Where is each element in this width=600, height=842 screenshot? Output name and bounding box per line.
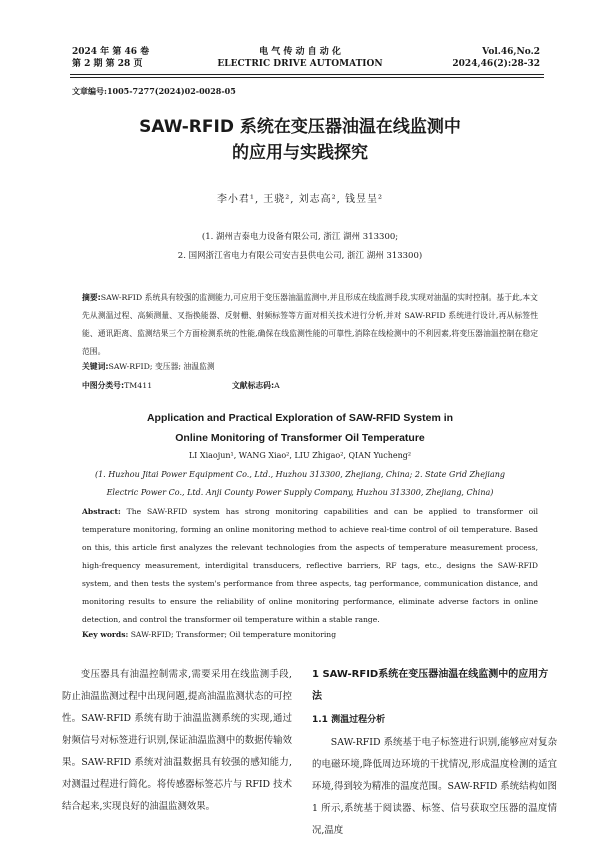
header-rule-thin	[70, 77, 544, 78]
document-code-value: A	[274, 381, 280, 390]
abstract-cn	[82, 289, 538, 361]
title-cn	[0, 114, 600, 166]
clc-label: 中图分类号:	[82, 381, 125, 390]
classification-row	[82, 380, 538, 391]
header-rule	[70, 74, 544, 75]
running-header-right	[452, 46, 540, 70]
journal-name-en: ELECTRIC DRIVE AUTOMATION	[217, 59, 383, 69]
citation-pages: 2024,46(2):28-32	[452, 59, 540, 69]
keywords-en-label: Key words:	[82, 630, 129, 639]
keywords-cn-label: 关键词:	[82, 362, 109, 371]
keywords-en-text: SAW-RFID; Transformer; Oil temperature monitoring	[130, 630, 337, 639]
title-cn-line2: 的应用与实践探究	[232, 143, 368, 163]
title-en-line2: Online Monitoring of Transformer Oil Temperature	[175, 432, 425, 444]
volume-info: 2024 年 第 46 卷	[72, 47, 150, 57]
authors-cn: 李小君¹, 王骁², 刘志高², 钱昱呈²	[216, 194, 384, 205]
keywords-en	[82, 630, 336, 639]
document-code-label: 文献标志码:	[232, 381, 275, 390]
affiliations-cn	[0, 228, 600, 266]
affiliation-cn-1: (1. 湖州吉泰电力设备有限公司, 浙江 湖州 313300;	[201, 232, 399, 242]
clc-number	[82, 381, 152, 390]
volume-number-en: Vol.46,No.2	[482, 47, 540, 57]
clc-value: TM411	[124, 381, 153, 390]
issue-info: 第 2 期 第 28 页	[72, 59, 143, 69]
article-number: 文章编号:1005-7277(2024)02-0028-05	[72, 86, 236, 96]
abstract-en	[82, 503, 538, 629]
journal-name-cn: 电 气 传 动 自 动 化	[259, 47, 341, 57]
affiliation-cn-2: 2. 国网浙江省电力有限公司安吉县供电公司, 浙江 湖州 313300)	[177, 251, 423, 261]
abstract-cn-text: SAW-RFID 系统具有较强的监测能力,可应用于变压器油温监测中,并且形成在线监测手段,实现对油温的实时控制。基于此,本文先从测温过程、高频测量、叉指换能器、反射栅、射频标签等方面对相关技术进行分析,并对 SAW-RFID 系统进行设计,再从标签性能、通讯距离、监测结果三个方面检测系统的性能,确保在线监测性能的可靠性,消除在线检测中的不利因素,将变压器油温控制在稳定范围。	[82, 293, 538, 356]
document-code	[232, 380, 280, 391]
abstract-en-text: The SAW-RFID system has strong monitoring capabilities and can be applied to transformer oil temperature monitoring, forming an online monitoring method to achieve real-time control of oil temperature. Based on this, this article first analyzes the relevant technologies from the aspects of temperature measurement process, high-frequency measurement, interdigital transducers, reflective barriers, RF tags, etc., designs the SAW-RFID system, and then tests the system's performance from three aspects, tag performance, communication distance, and monitoring results to ensure the reliability of online monitoring performance, eliminate adverse factors in online detection, and control the transformer oil temperature within a stable range.	[82, 507, 538, 624]
title-cn-line1: SAW-RFID 系统在变压器油温在线监测中	[139, 117, 461, 137]
section-heading: 1 SAW-RFID系统在变压器油温在线监测中的应用方法	[312, 669, 549, 702]
keywords-cn-text: SAW-RFID; 变压器; 油温监测	[108, 362, 215, 371]
affiliations-en: (1. Huzhou Jitai Power Equipment Co., Ltd., Huzhou 313300, Zhejiang, China; 2. State Grid Zhejiang Electric Power Co., Ltd. Anji County Power Supply Company, Huzhou 313300, Zhejiang, China)	[94, 470, 506, 497]
body-right-column: SAW-RFID 系统基于电子标签进行识别,能够应对复杂的电磁环境,降低周边环境的干扰情况,形成温度检测的适宜环境,得到较为精准的温度范围。SAW-RFID 系统结构如图 1 所示,系统基于阅读器、标签、信号获取空压器的温度情况,温度	[312, 737, 557, 836]
subsection-heading: 1.1 测温过程分析	[312, 715, 386, 725]
keywords-cn	[82, 361, 215, 372]
abstract-en-label: Abstract:	[82, 507, 121, 516]
title-en	[0, 408, 600, 448]
abstract-cn-label: 摘要:	[82, 293, 101, 302]
title-en-line1: Application and Practical Exploration of SAW-RFID System in	[146, 412, 454, 424]
authors-en: LI Xiaojun¹, WANG Xiao², LIU Zhigao², QIAN Yucheng²	[188, 451, 412, 460]
body-left-column: 变压器具有油温控制需求,需要采用在线监测手段,防止油温监测过程中出现问题,提高油温监测状态的可控性。SAW-RFID 系统有助于油温监测系统的实现,通过射频信号对标签进行识别,保证油温监测中的数据传输效果。SAW-RFID 系统对油温数据具有较强的感知能力,对测温过程进行简化。将传感器标签芯片与 RFID 技术结合起来,实现良好的油温监测效果。	[62, 669, 292, 812]
